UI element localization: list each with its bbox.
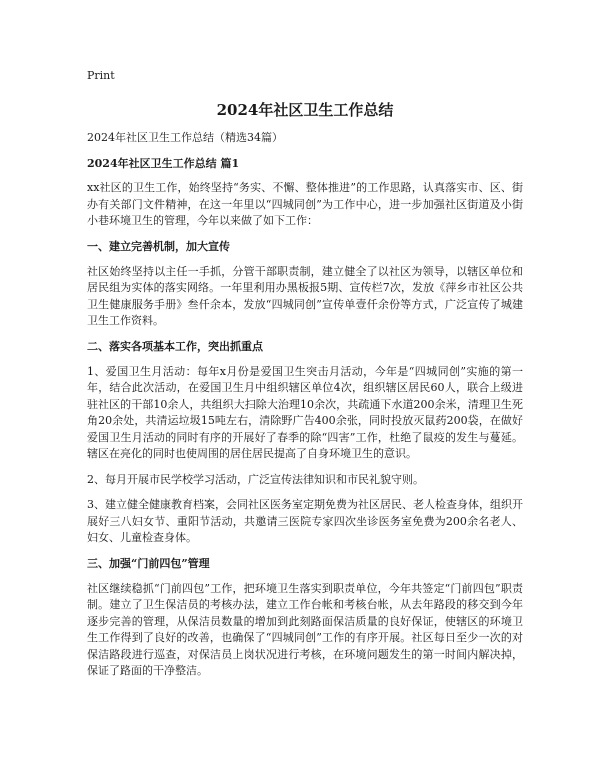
document-page (87, 68, 523, 689)
document-subtitle: 2024年社区卫生工作总结（精选34篇） (87, 131, 283, 144)
section-1-paragraph: 社区始终坚持以主任一手抓，分管干部职责制，建立健全了以社区为领导，以辖区单位和居民组为实体的落实网络。一年里利用办黑板报5期、宣传栏7次，发放《萍乡市社区公共卫生健康服务手册》叁仟余本，发放“四城同创”宣传单壹仟余份等方式，广泛宣传了城建卫生工作资料。 (87, 264, 523, 327)
section-heading-2: 二、落实各项基本工作，突出抓重点 (87, 339, 263, 353)
section-2-paragraph-3: 3、建立健全健康教育档案，会同社区医务室定期免费为社区居民、老人检查身体，组织开展好三八妇女节、重阳节活动，共邀请三医院专家四次坐诊医务室免费为200余名老人、妇女、儿童检查身体。 (87, 498, 523, 544)
section-2-paragraph-2: 2、每月开展市民学校学习活动，广泛宣传法律知识和市民礼貌守则。 (87, 472, 424, 486)
section-heading-1: 一、建立完善机制，加大宣传 (87, 239, 230, 253)
section-3-paragraph: 社区继续稳抓“门前四包”工作，把环境卫生落实到职责单位，今年共签定“门前四包”职责制。建立了卫生保洁员的考核办法，建立工作台帐和考核台帐，从去年路段的移交到今年逐步完善的管理，从保洁员数量的增加到此刻路面保洁质量的良好保证，使辖区的环境卫生工作得到了良好的改善，也确保了“四城同创”工作的有序开展。社区每日至少一次的对保洁路段进行巡查，对保洁员上岗状况进行考核，在环境问题发生的第一时间内解决掉，保证了路面的干净整洁。 (87, 581, 523, 677)
section-2-paragraph-1: 1、爱国卫生月活动：每年x月份是爱国卫生突击月活动，今年是“四城同创”实施的第一年，结合此次活动，在爱国卫生月中组织辖区单位4次，组织辖区居民60人，联合上级进驻社区的干部10余人，共组织大扫除大治理10余次，共疏通下水道200余米，清理卫生死角20余处，共清运垃圾15吨左右，清除野广告400余张，同时投放灭鼠药200袋，在做好爱国卫生月活动的同时有序的开展好了春季的除“四害”工作，杜绝了鼠疫的发生与蔓延。辖区在亮化的同时也使周围的居住居民提高了自身环境卫生的意识。 (87, 364, 523, 460)
article-heading: 2024年社区卫生工作总结 篇1 (87, 157, 240, 170)
section-heading-3: 三、加强“门前四包”管理 (87, 556, 210, 570)
intro-paragraph: xx社区的卫生工作，始终坚持“务实、不懈、整体推进”的工作思路，认真落实市、区、街办有关部门文件精神，在这一年里以“四城同创”为工作中心，进一步加强社区街道及小街小巷环境卫生的管理，今年以来做了如下工作： (87, 181, 523, 227)
page-title: 2024年社区卫生工作总结 (216, 101, 394, 119)
print-link[interactable]: Print (87, 69, 115, 82)
